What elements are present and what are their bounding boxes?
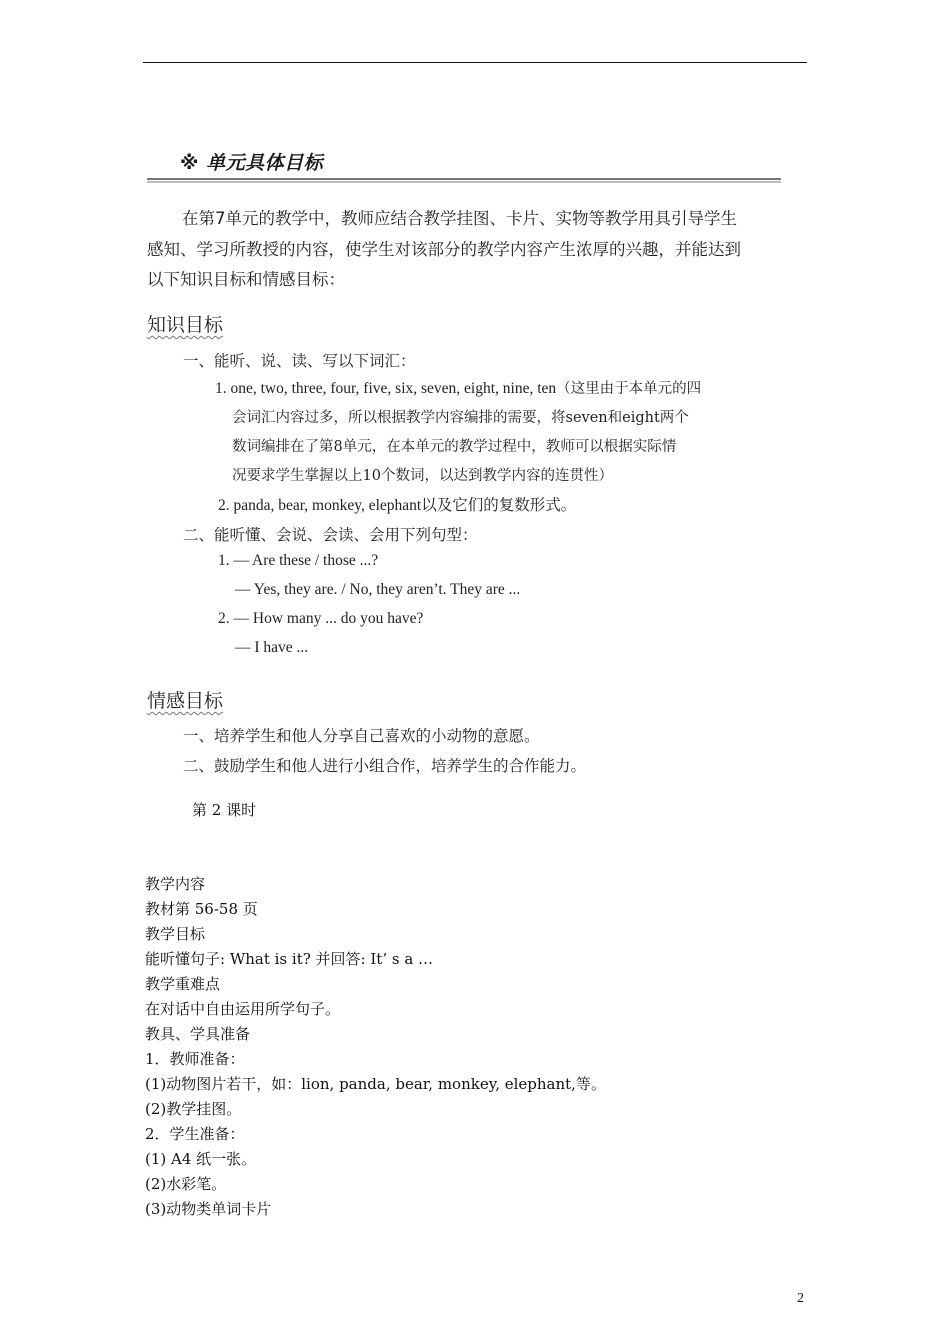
knowledge-part-1: 一、能听、说、读、写以下词汇：: [183, 352, 416, 370]
plan-line: 教具、学具准备: [145, 1025, 251, 1043]
plan-line: 2．学生准备：: [145, 1125, 245, 1143]
vocab-item-1: [215, 377, 701, 398]
plan-line: 在对话中自由运用所学句子。: [145, 1000, 341, 1018]
plan-line: (1) A4 纸一张。: [145, 1150, 257, 1168]
plan-line: 教学目标: [145, 925, 206, 943]
knowledge-heading: 知识目标: [147, 314, 224, 336]
section-rule: [147, 178, 781, 183]
plan-line: 教学内容: [145, 875, 206, 893]
intro-line: 在第7单元的教学中，教师应结合教学挂图、卡片、实物等教学用具引导学生: [182, 209, 737, 228]
plan-line: 能听懂句子: What is it? 并回答: It’ s a …: [145, 950, 434, 968]
sentence-line: 1. — Are these / those ...?: [218, 552, 379, 569]
plan-line: 1．教师准备：: [145, 1050, 245, 1068]
plan-line: (1)动物图片若干，如：lion, panda, bear, monkey, elephant,等。: [145, 1075, 606, 1093]
vocab-note-start: （这里由于本单元的四: [556, 381, 702, 397]
sentence-line: 2. — How many ... do you have?: [218, 610, 424, 627]
emotion-item: 一、培养学生和他人分享自己喜欢的小动物的意愿。: [183, 727, 540, 745]
intro-line: 以下知识目标和情感目标：: [147, 270, 345, 289]
plan-line: 教材第 56-58 页: [145, 900, 258, 918]
intro-line: 感知、学习所教授的内容，使学生对该部分的教学内容产生浓厚的兴趣，并能达到: [147, 240, 741, 259]
plan-line: (2)水彩笔。: [145, 1175, 227, 1193]
plan-line: (3)动物类单词卡片: [145, 1200, 272, 1218]
lesson-label: 第 2 课时: [192, 801, 257, 819]
vocab-words: 1. one, two, three, four, five, six, seven, eight, nine, ten: [215, 380, 557, 397]
vocab-note-line: 会词汇内容过多，所以根据教学内容编排的需要，将seven和eight两个: [232, 410, 689, 426]
section-title: ※ 单元具体目标: [180, 152, 324, 174]
plan-line: (2)教学挂图。: [145, 1100, 242, 1118]
emotion-heading: 情感目标: [147, 690, 224, 712]
vocab-note-line: 况要求学生掌握以上10个数词，以达到教学内容的连贯性）: [232, 468, 613, 484]
header-rule: [143, 62, 807, 63]
emotion-item: 二、鼓励学生和他人进行小组合作，培养学生的合作能力。: [183, 757, 587, 775]
sentence-line: — Yes, they are. / No, they aren’t. They are ...: [235, 581, 521, 598]
page-number: 2: [797, 1291, 804, 1306]
sentence-line: — I have ...: [235, 639, 309, 656]
knowledge-part-2: 二、能听懂、会说、会读、会用下列句型：: [183, 526, 478, 544]
vocab-item-2: 2. panda, bear, monkey, elephant以及它们的复数形式。: [218, 497, 577, 514]
plan-line: 教学重难点: [145, 975, 221, 993]
vocab-note-line: 数词编排在了第8单元，在本单元的教学过程中，教师可以根据实际情: [232, 439, 677, 455]
